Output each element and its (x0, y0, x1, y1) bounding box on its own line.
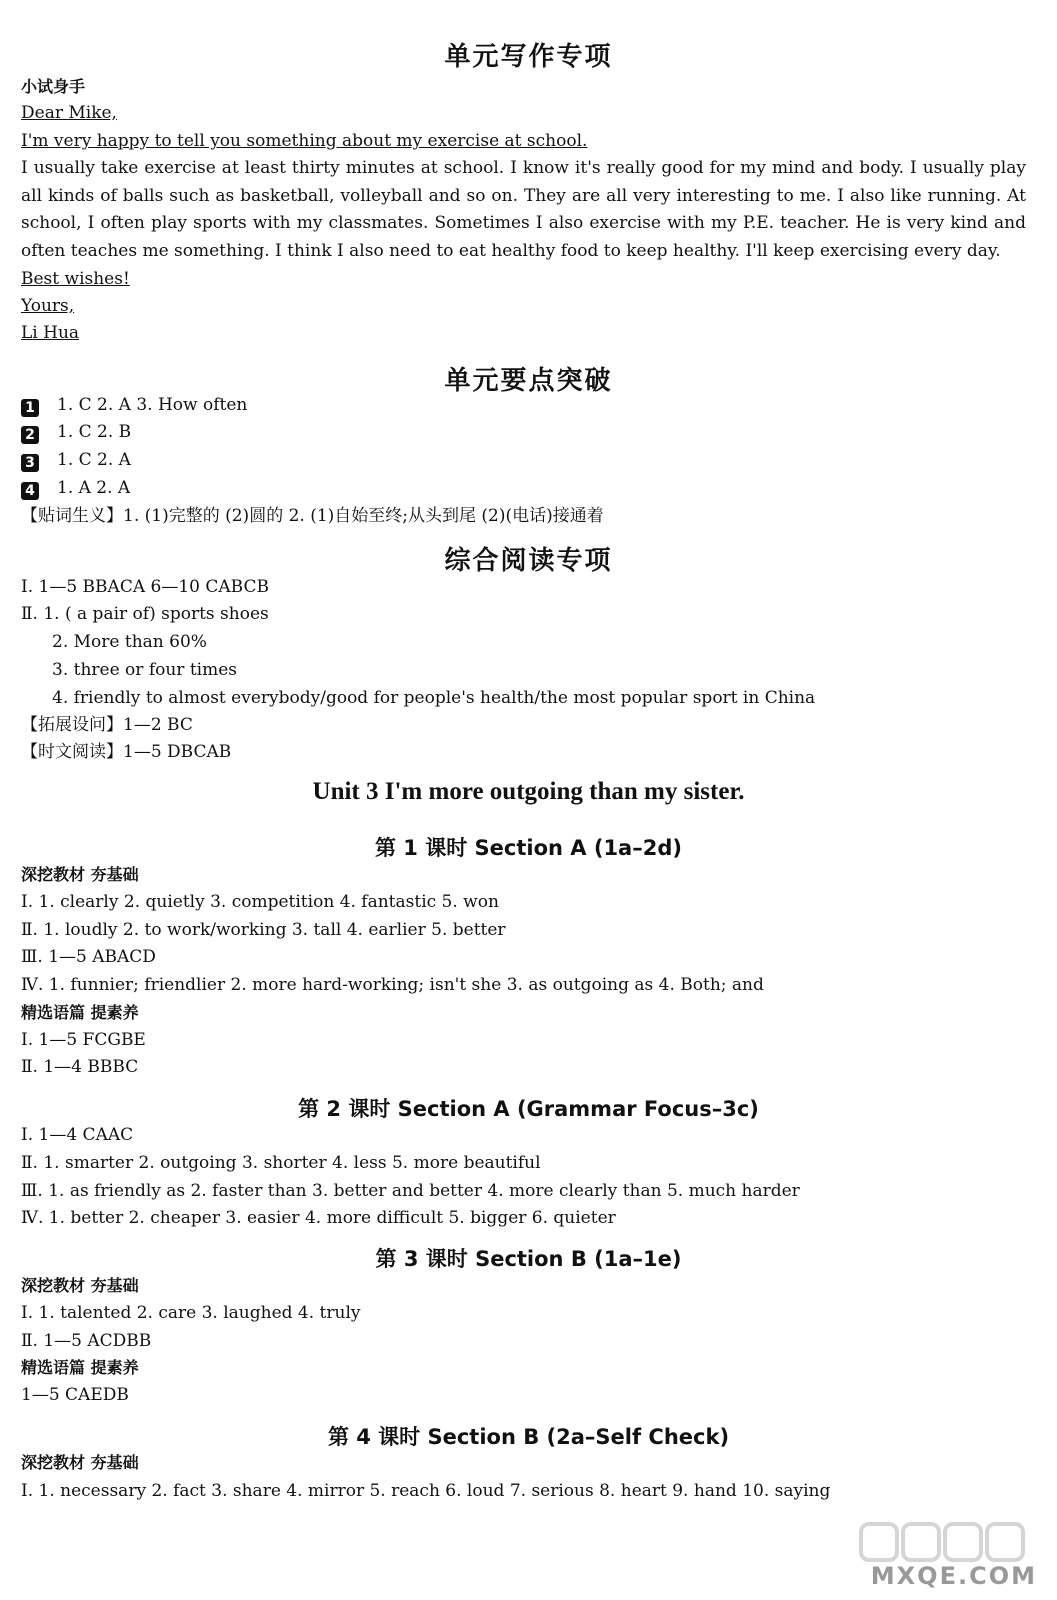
lesson-2-line: Ⅱ. 1. smarter 2. outgoing 3. shorter 4. less 5. more beautiful (21, 1153, 541, 1173)
writing-label: 小试身手 (21, 77, 86, 96)
lesson-1-line: Ⅱ. 1—4 BBBC (21, 1057, 139, 1077)
letter-body: I usually take exercise at least thirty minutes at school. I know it's really good for my mind and body. I usually play all kinds of balls such as basketball, volleyball and so on. They are all very interesting to me. I also like running. At school, I often play sports with my classmates. Sometimes I also exercise with my P.E. teacher. He is very kind and often teaches me something. I think I also need to eat healthy food to keep healthy. I'll keep exercising every day. (21, 158, 1026, 261)
keypoints-section-title: 单元要点突破 (444, 366, 613, 396)
number-badge: 3 (21, 454, 39, 472)
keypoint-answers: 1. C 2. A 3. How often (57, 395, 248, 415)
number-badge: 2 (21, 426, 39, 444)
letter-closing: Best wishes! (21, 269, 130, 289)
unit-title: Unit 3 I'm more outgoing than my sister. (312, 778, 745, 805)
lesson-1-subheading-1: 深挖教材 夯基础 (21, 865, 139, 884)
keypoint-answers: 1. C 2. A (57, 450, 131, 470)
lesson-3-line: Ⅰ. 1. talented 2. care 3. laughed 4. truly (21, 1303, 361, 1323)
letter-yours: Yours, (21, 296, 75, 316)
reading-line-5: 4. friendly to almost everybody/good for people's health/the most popular sport in China (52, 688, 816, 708)
letter-opening: I'm very happy to tell you something about my exercise at school. (21, 131, 588, 151)
keypoint-answers: 1. A 2. A (57, 478, 131, 498)
watermark-text: MXQE.COM (870, 1562, 1037, 1590)
keypoint-row-4 (21, 477, 130, 500)
reading-line-2: Ⅱ. 1. ( a pair of) sports shoes (21, 604, 269, 624)
lesson-4-subheading-1: 深挖教材 夯基础 (21, 1453, 139, 1472)
letter-signature: Li Hua (21, 323, 80, 343)
reading-line-6: 【拓展设问】1—2 BC (21, 715, 193, 735)
lesson-4-title: 第 4 课时 Section B (2a–Self Check) (327, 1425, 730, 1449)
lesson-2-title: 第 2 课时 Section A (Grammar Focus–3c) (298, 1097, 759, 1121)
writing-section-title: 单元写作专项 (444, 42, 613, 72)
lesson-2-line: Ⅳ. 1. better 2. cheaper 3. easier 4. more difficult 5. bigger 6. quieter (21, 1208, 616, 1228)
number-badge: 4 (21, 482, 39, 500)
lesson-2-line: Ⅰ. 1—4 CAAC (21, 1125, 134, 1145)
keypoint-answers: 1. C 2. B (57, 422, 132, 442)
lesson-3-line: Ⅱ. 1—5 ACDBB (21, 1331, 152, 1351)
lesson-1-line: Ⅳ. 1. funnier; friendlier 2. more hard-working; isn't she 3. as outgoing as 4. Both; and (21, 975, 764, 995)
lesson-1-title: 第 1 课时 Section A (1a–2d) (375, 836, 682, 860)
lesson-1-subheading-2: 精选语篇 提素养 (21, 1003, 139, 1022)
lesson-2-line: Ⅲ. 1. as friendly as 2. faster than 3. better and better 4. more clearly than 5. much harder (21, 1181, 800, 1201)
lesson-3-line: 1—5 CAEDB (21, 1385, 129, 1405)
reading-line-4: 3. three or four times (52, 660, 237, 680)
reading-line-3: 2. More than 60% (52, 632, 207, 652)
lesson-3-title: 第 3 课时 Section B (1a–1e) (375, 1247, 682, 1271)
lesson-1-line: Ⅲ. 1—5 ABACD (21, 947, 156, 967)
lesson-1-line: Ⅱ. 1. loudly 2. to work/working 3. tall 4. earlier 5. better (21, 920, 506, 940)
keypoint-row-2 (21, 421, 131, 444)
keypoint-row-1 (21, 394, 247, 417)
lesson-4-line: Ⅰ. 1. necessary 2. fact 3. share 4. mirror 5. reach 6. loud 7. serious 8. heart 9. hand 10. saying (21, 1481, 831, 1501)
reading-line-1: Ⅰ. 1—5 BBACA 6—10 CABCB (21, 577, 269, 597)
lesson-1-line: Ⅰ. 1—5 FCGBE (21, 1030, 146, 1050)
vocab-meanings: 【贴词生义】1. (1)完整的 (2)圆的 2. (1)自始至终;从头到尾 (2)(电话)接通着 (21, 506, 604, 526)
lesson-3-subheading-2: 精选语篇 提素养 (21, 1358, 139, 1377)
letter-greeting: Dear Mike, (21, 103, 117, 123)
keypoint-row-3 (21, 449, 131, 472)
lesson-1-line: Ⅰ. 1. clearly 2. quietly 3. competition 4. fantastic 5. won (21, 892, 499, 912)
reading-line-7: 【时文阅读】1—5 DBCAB (21, 742, 232, 762)
reading-section-title: 综合阅读专项 (444, 546, 613, 576)
lesson-3-subheading-1: 深挖教材 夯基础 (21, 1276, 139, 1295)
number-badge: 1 (21, 399, 39, 417)
